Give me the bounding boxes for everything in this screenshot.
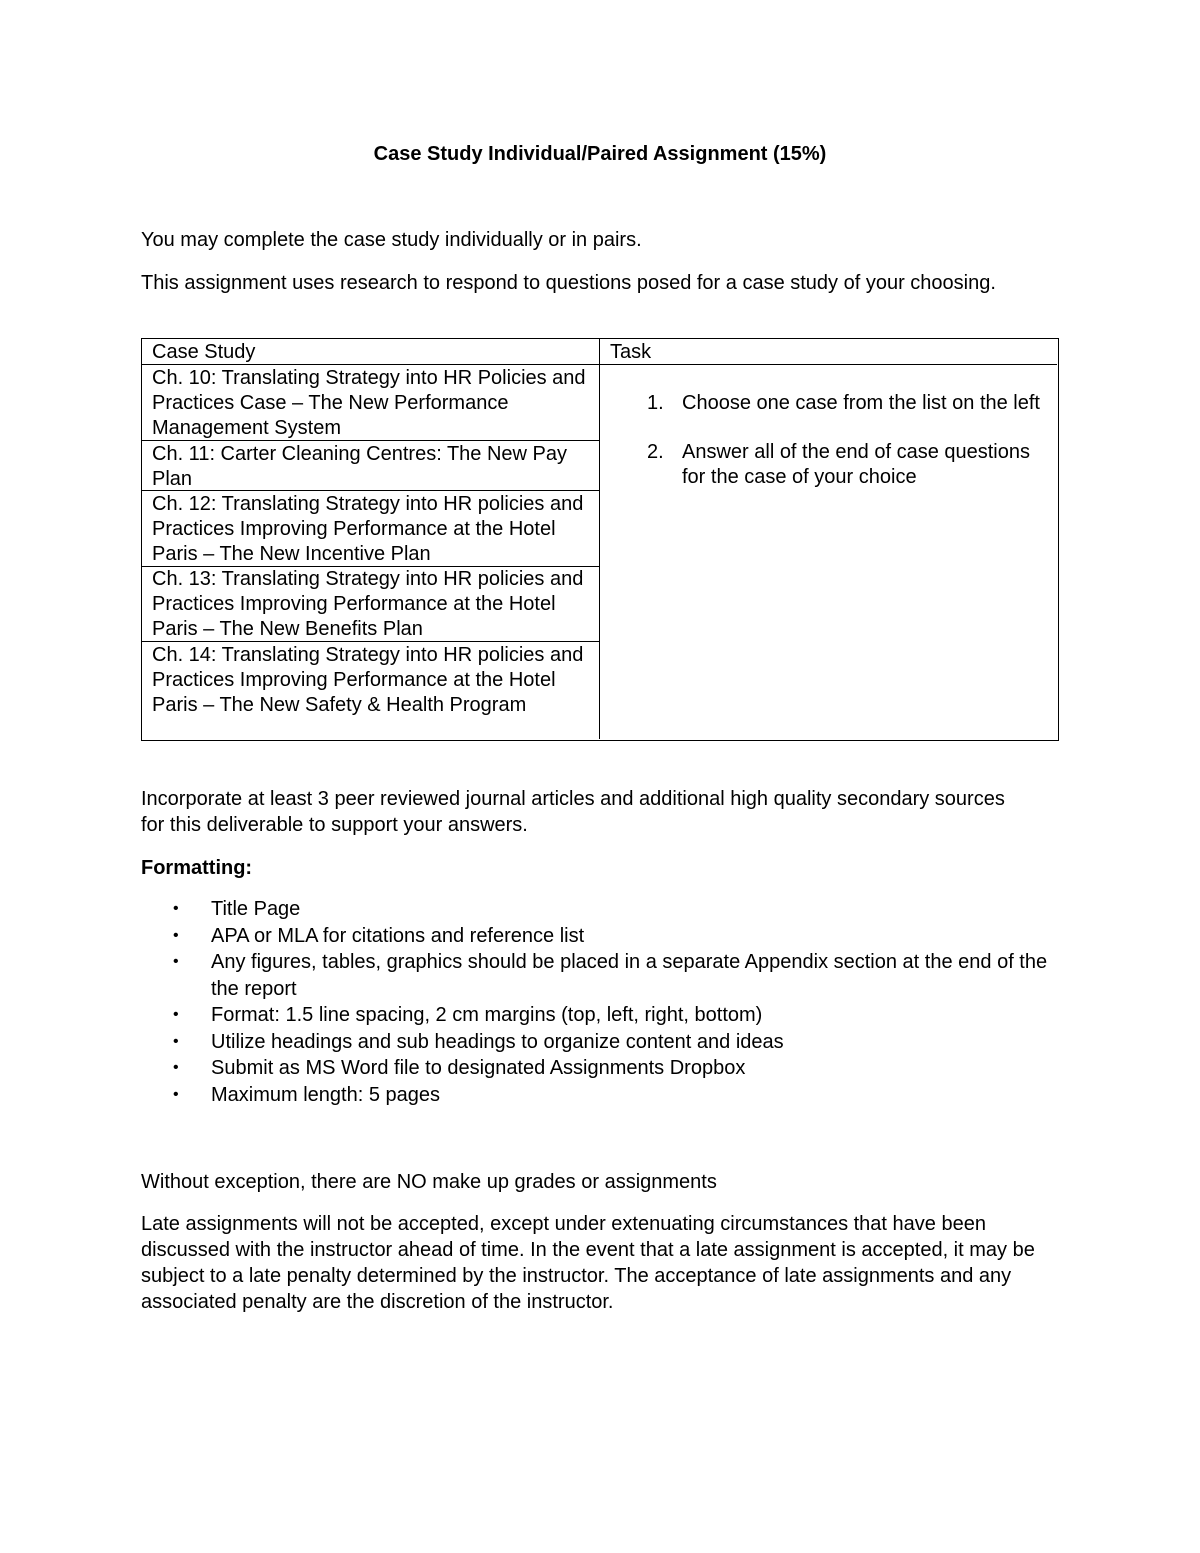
case-study-table [141,338,1059,741]
table-cell-case-ch11: Ch. 11: Carter Cleaning Centres: The New Pay Plan [152,443,568,490]
task-text: Answer all of the end of case questions for the case of your choice [682,441,1030,488]
list-item [141,1055,1061,1082]
table-cell-case-ch13: Ch. 13: Translating Strategy into HR policies and Practices Improving Performance at the Hotel Paris – The New Benefits Plan [152,568,584,640]
table-header-divider [142,364,1057,365]
sources-paragraph: Incorporate at least 3 peer reviewed journal articles and additional high quality secondary sources for this deliverable to support your answers. [141,788,1005,836]
bullet-icon: • [173,1032,179,1050]
late-policy-paragraph: Late assignments will not be accepted, except under extenuating circumstances that have been discussed with the instructor ahead of time. In the event that a late assignment is accepted, it may be subject to a late penalty determined by the instructor. The acceptance of late assignments and any associated penalty are the discretion of the instructor. [141,1213,1035,1313]
list-item-text: Utilize headings and sub headings to organize content and ideas [211,1030,784,1053]
table-header-task: Task [610,341,652,363]
task-number: 2. [647,441,664,463]
intro-line-2: This assignment uses research to respond to questions posed for a case study of your choosing. [141,272,996,294]
list-item [141,949,1061,1002]
bullet-icon: • [173,926,179,944]
list-item [141,1082,1061,1109]
table-cell-case-ch10: Ch. 10: Translating Strategy into HR Policies and Practices Case – The New Performance Management System [152,367,586,439]
table-cell-case-ch14: Ch. 14: Translating Strategy into HR policies and Practices Improving Performance at the Hotel Paris – The New Safety & Health Program [152,644,584,716]
task-item [647,391,1047,416]
list-item-text: Any figures, tables, graphics should be placed in a separate Appendix section at the end of the the report [211,951,1048,1000]
list-item-text: Maximum length: 5 pages [211,1083,441,1106]
bullet-icon: • [173,953,179,970]
list-item-text: Format: 1.5 line spacing, 2 cm margins (top, left, right, bottom) [211,1004,763,1026]
list-item [141,1029,1061,1056]
intro-line-1: You may complete the case study individually or in pairs. [141,229,642,251]
table-cell-case-ch12: Ch. 12: Translating Strategy into HR policies and Practices Improving Performance at the Hotel Paris – The New Incentive Plan [152,493,584,565]
list-item-text: Title Page [211,898,301,920]
task-item [647,440,1047,490]
formatting-list [141,896,1061,1108]
bullet-icon: • [173,900,179,917]
task-text: Choose one case from the list on the left [682,392,1040,414]
bullet-icon: • [173,1085,179,1103]
list-item-text: APA or MLA for citations and reference list [211,924,585,947]
task-list [647,391,1047,514]
task-number: 1. [647,392,664,414]
list-item-text: Submit as MS Word file to designated Assignments Dropbox [211,1057,746,1079]
page-title: Case Study Individual/Paired Assignment (15%) [373,143,827,165]
bullet-icon: • [173,1006,179,1023]
bullet-icon: • [173,1059,179,1076]
list-item [141,896,1061,923]
no-makeup-paragraph: Without exception, there are NO make up grades or assignments [141,1171,717,1193]
formatting-heading: Formatting: [141,857,253,879]
list-item [141,1002,1061,1029]
table-header-case-study: Case Study [152,341,256,363]
list-item [141,923,1061,950]
table-column-divider [599,339,600,739]
